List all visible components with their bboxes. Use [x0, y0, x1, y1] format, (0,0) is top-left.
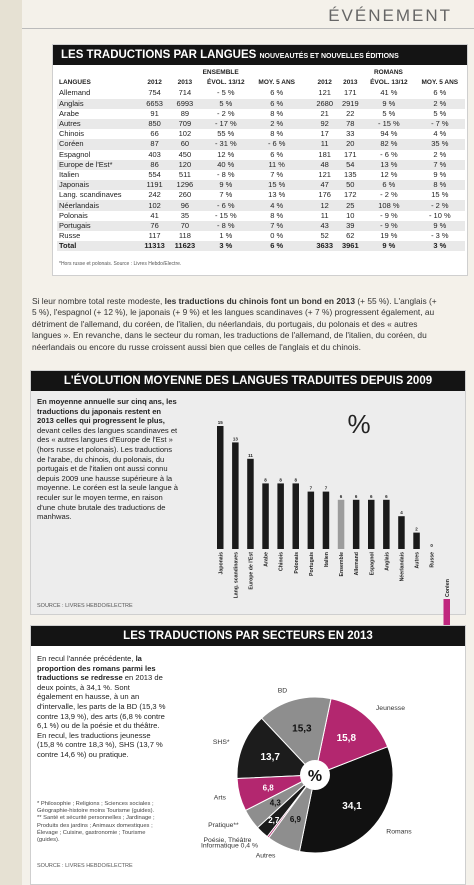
value-cell: 5 % [433, 108, 447, 118]
value-cell: 60 [170, 139, 200, 149]
value-cell: 121 [318, 88, 331, 98]
value-cell: 6 % [270, 88, 284, 98]
value-cell: 8 % [415, 180, 465, 190]
value-cell: 78 [338, 119, 364, 129]
value-cell: 6 % [270, 149, 284, 159]
value-cell: - 6 % [200, 200, 252, 210]
table-row [57, 129, 465, 139]
value-cell: 2 % [252, 119, 302, 129]
value-cell: - 2 % [217, 108, 235, 118]
bar-anglais [383, 500, 390, 549]
value-cell: - 8 % [217, 169, 235, 179]
category-label: Italien [323, 552, 330, 567]
pie-source: SOURCE : LIVRES HEBDO/ELECTRE [37, 863, 133, 869]
value-cell: 13 % [268, 190, 286, 200]
value-cell: 3 % [415, 241, 465, 251]
language-cell: Europe de l'Est* [57, 160, 139, 170]
value-cell: 3 % [200, 241, 252, 251]
bar-value-label: 13 [232, 436, 238, 442]
value-cell: - 7 % [415, 119, 465, 129]
bar-value-label: 2 [415, 526, 418, 532]
value-cell: 15 % [431, 190, 449, 200]
value-cell: - 6 % [380, 149, 398, 159]
page-header [22, 0, 474, 36]
bar-value-label: 6 [339, 493, 343, 499]
value-cell: 40 % [200, 160, 252, 170]
value-cell: 9 % [433, 169, 447, 179]
value-cell: 22 [346, 108, 355, 118]
bar-n-erlandais [398, 516, 405, 549]
pie-value-label: 15,8 [336, 733, 357, 745]
value-cell: - 5 % [217, 88, 235, 98]
column-gap [302, 211, 312, 221]
value-cell: 4 % [252, 200, 302, 210]
column-gap [302, 88, 312, 98]
category-label: Europe de l'Est [248, 552, 255, 590]
value-cell: 47 [312, 180, 338, 190]
table-row [57, 170, 465, 180]
pie-category-label: BD [277, 687, 288, 695]
value-cell: 260 [178, 190, 192, 200]
col-header: ÉVOL. 13/12 [370, 79, 408, 87]
column-gap [302, 241, 312, 251]
language-cell: Arabe [59, 108, 80, 118]
category-label: Anglais [384, 552, 391, 571]
pie-value-label: 2,7 [268, 815, 280, 825]
value-cell: 6 % [363, 180, 415, 190]
pie-category-label: SHS* [212, 738, 230, 746]
table-row [57, 150, 465, 160]
category-label: Chinois [278, 552, 285, 572]
language-cell: Anglais [57, 99, 139, 109]
pie-category-label: Poésie, Théâtre [203, 836, 252, 844]
bar-value-label: 15 [217, 420, 223, 425]
chart-commentary-text: devant celles des langues scandinaves et des « autres langues d'Europe de l'Est » (hors russe et polonais). Les traductions de l'arabe, du chinois, du polonais, du portugais et de l'italien ont aussi connu depuis 2009 une hausse supérieure à la moyenne. Le coréen est la seule langue à reculer sur le moyen terme, en raison d'une chute brutale des traductions de manhwas. [37, 425, 179, 522]
value-cell: 96 [170, 200, 200, 210]
category-label: Arabe [263, 552, 270, 567]
table-row [57, 119, 465, 129]
sectors-box [30, 625, 466, 885]
value-cell: 76 [139, 221, 169, 231]
value-cell: 25 [338, 200, 364, 210]
value-cell: - 3 % [431, 231, 449, 241]
value-cell: 3633 [312, 241, 338, 251]
language-cell: Néerlandais [57, 200, 139, 210]
table-header-row [57, 78, 465, 88]
chart-commentary-bold: En moyenne annuelle sur cinq ans, les traductions du japonais restent en 2013 celles qui progressent le plus, [37, 397, 177, 426]
language-cell: Polonais [59, 210, 88, 220]
value-cell: - 8 % [200, 221, 252, 231]
translations-table [57, 68, 465, 251]
language-cell: Lang. scandinaves [59, 190, 122, 200]
value-cell: 1 % [219, 231, 233, 241]
language-cell: Italien [59, 169, 80, 179]
commentary-highlight: les traductions du chinois font un bond en 2013 [164, 296, 355, 306]
col-header: 2013 [343, 79, 358, 87]
language-cell: Total [57, 241, 139, 251]
value-cell: - 2 % [380, 190, 398, 200]
value-cell: 8 % [270, 108, 284, 118]
value-cell: - 6 % [252, 139, 302, 149]
value-cell: 20 [338, 139, 364, 149]
bar-europe-de-l-est [247, 459, 254, 549]
value-cell: 172 [344, 190, 357, 200]
bar-value-label: 7 [324, 485, 328, 491]
pie-commentary-1: En recul l'année précédente, [37, 654, 136, 663]
column-gap [302, 221, 312, 231]
value-cell: - 17 % [200, 119, 252, 129]
category-label: Russe [429, 552, 436, 568]
value-cell: 403 [148, 149, 161, 159]
value-cell: 62 [346, 231, 355, 241]
group-romans: ROMANS [373, 69, 403, 77]
value-cell: 2919 [338, 99, 364, 109]
bar-chart [31, 391, 467, 616]
category-label: Lang. scandinaves [233, 552, 240, 599]
unit-label: % [347, 409, 371, 439]
language-cell: Allemand [59, 88, 91, 98]
bar-japonais [217, 426, 224, 549]
column-gap [302, 139, 312, 149]
column-gap [302, 109, 312, 119]
language-cell: Coréen [57, 139, 139, 149]
value-cell: 117 [148, 231, 161, 241]
pie-category-label: Autres [255, 852, 276, 860]
value-cell: - 15 % [214, 210, 237, 220]
bar-value-label: 6 [369, 493, 373, 499]
value-cell: 12 % [217, 149, 235, 159]
bar-ensemble [338, 500, 345, 549]
value-cell: 754 [148, 88, 161, 98]
col-header: 2012 [317, 79, 332, 87]
value-cell: 6 % [252, 99, 302, 109]
value-cell: 2680 [312, 99, 338, 109]
category-label: Ensemble [339, 552, 346, 577]
value-cell: 8 % [270, 210, 284, 220]
table-subtitle: NOUVEAUTÉS ET NOUVELLES ÉDITIONS [259, 53, 399, 60]
category-label: Néerlandais [399, 552, 406, 582]
category-label: Polonais [293, 552, 300, 574]
value-cell: 2 % [415, 99, 465, 109]
column-gap [302, 129, 312, 139]
pie-chart [167, 650, 467, 880]
value-cell: 91 [150, 108, 159, 118]
value-cell: 8 % [270, 129, 284, 139]
value-cell: 9 % [363, 241, 415, 251]
footnote-1: * Philosophie ; Religions ; Sciences sociales ; Géographie-histoire moins Tourisme (guides). [37, 801, 155, 815]
value-cell: 11313 [139, 241, 169, 251]
value-cell: 102 [178, 129, 192, 139]
bar-polonais [293, 483, 300, 549]
language-cell: Portugais [57, 221, 139, 231]
bar-autres [413, 533, 420, 549]
value-cell: 171 [344, 88, 357, 98]
value-cell: 5 % [200, 99, 252, 109]
value-cell: 89 [180, 108, 190, 118]
value-cell: 4 % [433, 129, 447, 139]
value-cell: 6993 [170, 99, 200, 109]
pie-value-label: 6,8 [262, 783, 274, 793]
value-cell: 33 [346, 129, 355, 139]
commentary-text: Si leur nombre total reste modeste, [32, 296, 165, 306]
value-cell: 35 % [415, 139, 465, 149]
value-cell: 87 [139, 139, 169, 149]
table-row [57, 221, 465, 231]
bar-portugais [308, 492, 315, 549]
language-cell: Espagnol [59, 149, 91, 159]
value-cell: 511 [178, 169, 191, 179]
table-title: LES TRADUCTIONS PAR LANGUES [61, 49, 257, 61]
value-cell: 850 [139, 119, 169, 129]
value-cell: 2 % [433, 149, 447, 159]
column-gap [302, 119, 312, 129]
pie-category-label: Arts [213, 794, 226, 802]
value-cell: 714 [178, 88, 192, 98]
table-row [57, 160, 465, 170]
column-gap [302, 231, 312, 241]
bar-espagnol [368, 500, 375, 549]
value-cell: 11 [312, 139, 338, 149]
table-row [57, 211, 465, 221]
bar-value-label: 11 [248, 452, 253, 458]
bar-value-label: 6 [385, 493, 388, 499]
pie-commentary-bold: la proportion des romans parmi les traductions se redresse [37, 654, 156, 683]
value-cell: 21 [320, 108, 329, 118]
value-cell: 120 [170, 160, 200, 170]
pie-value-label: 4,3 [269, 798, 281, 808]
value-cell: 7 % [415, 160, 465, 170]
value-cell: - 10 % [428, 210, 451, 220]
value-cell: 709 [170, 119, 200, 129]
table-row [57, 99, 465, 109]
language-cell: Russe [59, 231, 81, 241]
bar-value-label: 6 [354, 493, 358, 499]
footnote-2: ** Santé et sécurité personnelles ; Jardinage ; Produits des jardins ; Animaux domestiques ; Élevage ; Cuisine, gastronomie ; Tourisme (guides). [37, 815, 155, 844]
value-cell: 39 [338, 221, 364, 231]
value-cell: 11 [320, 210, 329, 220]
value-cell: 5 % [382, 108, 396, 118]
table-row [57, 190, 465, 200]
category-label: Espagnol [369, 552, 376, 576]
value-cell: 70 [170, 221, 200, 231]
value-cell: 554 [148, 169, 161, 179]
pie-commentary [37, 654, 167, 760]
bar-value-label: 8 [264, 477, 267, 483]
section-title: ÉVÉNEMENT [328, 6, 452, 25]
table-group-row [57, 68, 465, 78]
column-gap [302, 99, 312, 109]
value-cell: 176 [318, 190, 331, 200]
pie-category-label: Romans [386, 828, 412, 836]
value-cell: 171 [344, 149, 357, 159]
pie-center-label: % [307, 768, 323, 785]
value-cell: 12 % [380, 169, 398, 179]
value-cell: 121 [318, 169, 331, 179]
value-cell: 7 % [252, 221, 302, 231]
header-rule [22, 28, 474, 29]
category-label: Portugais [308, 552, 315, 576]
bar-italien [323, 492, 330, 549]
value-cell: 11 % [252, 160, 302, 170]
chart-source: SOURCE : LIVRES HEBDO/ELECTRE [37, 603, 133, 609]
language-cell: Autres [57, 119, 139, 129]
value-cell: 66 [150, 129, 159, 139]
bar-value-label: 0 [430, 543, 433, 548]
bar-arabe [262, 483, 269, 549]
table-row [57, 109, 465, 119]
bar-value-label: 8 [279, 477, 282, 483]
value-cell: 102 [139, 200, 169, 210]
value-cell: 1191 [139, 180, 169, 190]
value-cell: 7 % [270, 169, 284, 179]
table-note: *Hors russe et polonais. Source : Livres Hebdo/Electre. [59, 261, 182, 267]
value-cell: 450 [178, 149, 192, 159]
table-row [57, 200, 465, 210]
language-cell: Chinois [59, 129, 85, 139]
value-cell: 19 % [380, 231, 398, 241]
value-cell: 242 [148, 190, 161, 200]
bar-allemand [353, 500, 360, 549]
value-cell: 1296 [170, 180, 200, 190]
value-cell: 43 [312, 221, 338, 231]
col-header: MOY. 5 ANS [421, 79, 459, 87]
value-cell: 108 % [363, 200, 415, 210]
category-label: Allemand [354, 552, 361, 576]
table-row [57, 231, 465, 241]
table-commentary [32, 296, 442, 353]
column-gap [302, 170, 312, 180]
group-ensemble: ENSEMBLE [202, 69, 239, 77]
column-gap [302, 160, 312, 170]
col-header: MOY. 5 ANS [258, 79, 296, 87]
value-cell: 6 % [433, 88, 447, 98]
pie-category-label: Jeunesse [375, 704, 406, 712]
col-header: 2012 [147, 79, 162, 87]
magazine-page [22, 0, 474, 885]
table-row [57, 88, 465, 98]
pie-commentary-2: en 2013 de deux points, à 34,1 %. Sont également en hausse, à un an d'intervalle, les parts de la BD (15,3 % contre 13,9 %), des arts (6,8 % contre 6,1 %) ou de la poésie et du théâtre. En recul, les traductions jeunesse (15,8 % contre 18,3 %), SHS (13,7 % contre 14,6 %) ou pratique. [37, 673, 166, 759]
value-cell: 13 % [363, 160, 415, 170]
col-header: ÉVOL. 13/12 [207, 79, 245, 87]
table-box-title [53, 45, 467, 65]
value-cell: - 9 % [363, 221, 415, 231]
value-cell: 41 % [380, 88, 398, 98]
value-cell: 86 [139, 160, 169, 170]
value-cell: 52 [320, 231, 329, 241]
pie-footnotes [37, 801, 162, 844]
value-cell: 118 [178, 231, 191, 241]
value-cell: 3961 [338, 241, 364, 251]
value-cell: 6 % [252, 241, 302, 251]
value-cell: 55 % [217, 129, 235, 139]
value-cell: 12 [312, 200, 338, 210]
value-cell: 181 [318, 149, 331, 159]
value-cell: - 9 % [380, 210, 398, 220]
column-gap [302, 200, 312, 210]
value-cell: 35 [180, 210, 190, 220]
category-label: Coréen [444, 579, 451, 597]
value-cell: 41 [150, 210, 159, 220]
value-cell: 7 % [219, 190, 233, 200]
col-header: 2013 [177, 79, 193, 87]
value-cell: 9 % [415, 221, 465, 231]
category-label: Japonais [218, 552, 225, 575]
pie-value-label: 15,3 [292, 723, 312, 735]
value-cell: 92 [312, 119, 338, 129]
bar-lang-scandinaves [232, 442, 239, 549]
value-cell: 9 % [200, 180, 252, 190]
value-cell: 11623 [170, 241, 200, 251]
column-gap [302, 150, 312, 160]
table-row [57, 180, 465, 190]
commentary-text: (+ 55 %). L'anglais (+ 5 %), l'espagnol (+ 12 %), le japonais (+ 9 %) et les langues scandinaves (+ 7 %) progressent également, au détriment de l'allemand, du coréen, de l'italien, du néerlandais, du portugais, du polonais et des « autres langues ». En revanche, dans le secteur du roman, les traductions de l'allemand, de l'italien, du coréen, du néerlandais ou encore du russe croissent aussi bien que celles de l'anglais et du chinois. [32, 296, 437, 352]
table-row [57, 241, 465, 251]
col-header-langues: LANGUES [59, 79, 91, 87]
language-evolution-box [30, 370, 466, 615]
value-cell: 17 [320, 129, 329, 139]
value-cell: 94 % [380, 129, 398, 139]
value-cell: - 31 % [200, 139, 252, 149]
pie-category-label: Informatique 0,4 % [200, 842, 258, 850]
pie-value-label: 13,7 [260, 751, 280, 763]
value-cell: 48 [312, 160, 338, 170]
translations-table-box [52, 44, 468, 276]
value-cell: 9 % [363, 99, 415, 109]
column-gap [302, 190, 312, 200]
value-cell: 15 % [252, 180, 302, 190]
pie-value-label: 34,1 [342, 801, 362, 813]
value-cell: - 15 % [363, 119, 415, 129]
pie-box-title: LES TRADUCTIONS PAR SECTEURS EN 2013 [31, 626, 465, 646]
value-cell: 0 % [270, 231, 284, 241]
category-label: Autres [414, 552, 421, 569]
table-row [57, 139, 465, 149]
value-cell: 54 [338, 160, 364, 170]
value-cell: 135 [344, 169, 357, 179]
language-cell: Japonais [57, 180, 139, 190]
value-cell: 50 [338, 180, 364, 190]
bar-value-label: 4 [400, 510, 403, 516]
column-gap [302, 180, 312, 190]
bar-chinois [277, 483, 284, 549]
chart-box-title: L'ÉVOLUTION MOYENNE DES LANGUES TRADUITES DEPUIS 2009 [31, 371, 465, 391]
pie-value-label: 6,9 [289, 815, 301, 825]
value-cell: - 2 % [415, 200, 465, 210]
pie-category-label: Pratique** [208, 822, 239, 830]
value-cell: 82 % [363, 139, 415, 149]
bar-value-label: 7 [309, 485, 313, 491]
value-cell: 6653 [139, 99, 169, 109]
bar-value-label: 8 [294, 477, 298, 483]
value-cell: 10 [346, 210, 355, 220]
